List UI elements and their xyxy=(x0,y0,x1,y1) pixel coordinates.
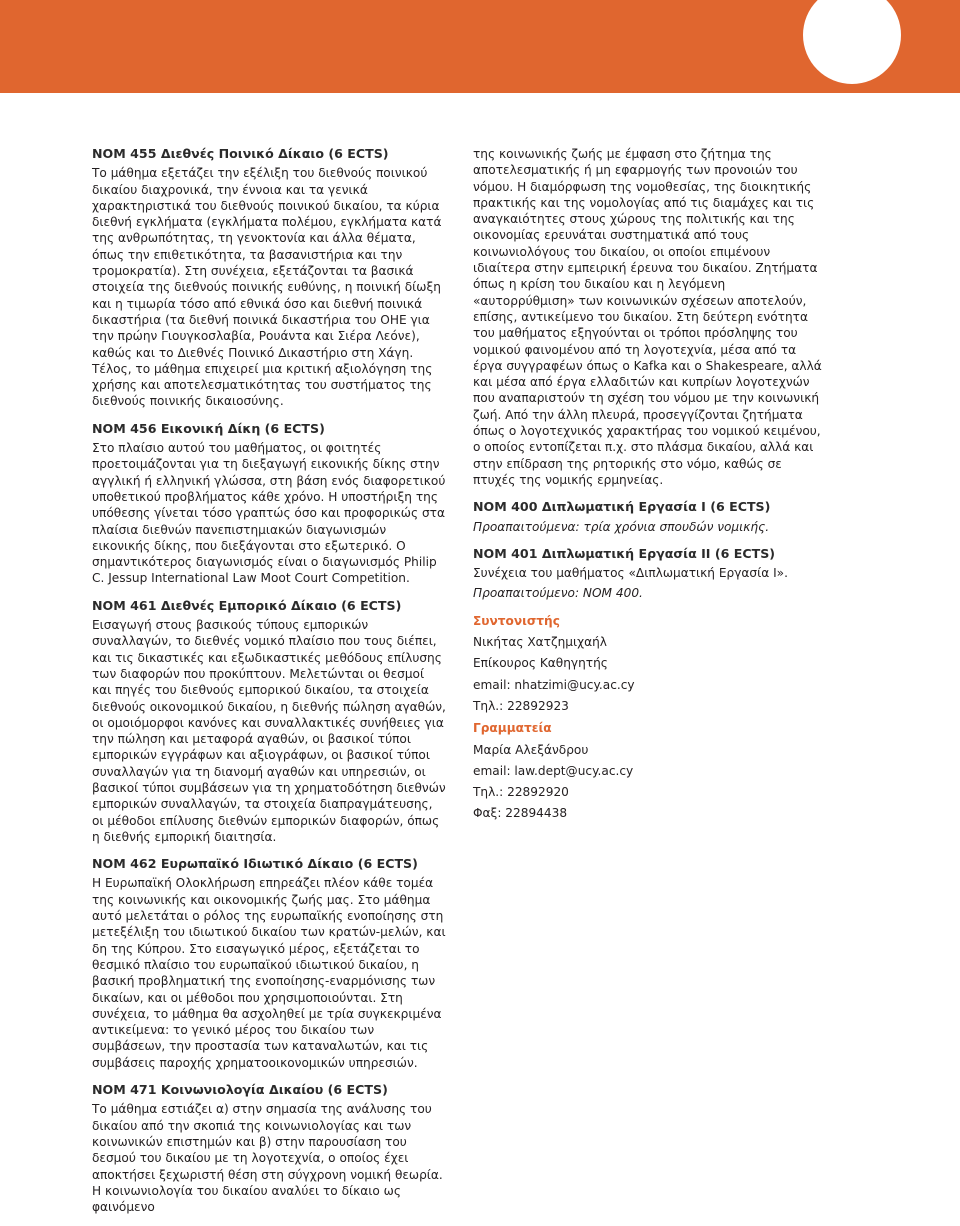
secretariat-fax: Φαξ: 22894438 xyxy=(473,806,568,821)
secretariat-phone: Τηλ.: 22892920 xyxy=(473,785,569,800)
course-description: Το μάθημα εστιάζει α) στην σημασία της ανάλυσης του δικαίου από την σκοπιά της κοινωνιολογίας και των κοινωνικών επιστημών και β) στην παρουσίαση του δεσμού του δικαίου με τη λογοτεχνία, ο οποίος έχει αποκτήσει ξεχωριστή θέση στη σύγχρονη νομική θεωρία. Η κοινωνιολογία του δικαίου αναλύει το δίκαιο ως φαινόμενο xyxy=(92,1102,443,1215)
course-description: Συνέχεια του μαθήματος «Διπλωματική Εργασία Ι». xyxy=(473,566,788,581)
course-section xyxy=(92,598,447,845)
course-title: ΝΟΜ 400 Διπλωματική Εργασία Ι (6 ECTS) xyxy=(473,499,771,515)
course-section xyxy=(92,421,447,587)
coordinator-heading: Συντονιστής xyxy=(473,613,560,628)
left-column xyxy=(92,146,447,1226)
header-band xyxy=(0,0,960,93)
course-title: ΝΟΜ 401 Διπλωματική Εργασία ΙΙ (6 ECTS) xyxy=(473,545,776,561)
course-title: ΝΟΜ 462 Ευρωπαϊκό Ιδιωτικό Δίκαιο (6 ECTS) xyxy=(92,856,418,872)
course-section xyxy=(92,856,447,1071)
prerequisites: Προαπαιτούμενο: ΝΟΜ 400. xyxy=(473,586,643,601)
right-column xyxy=(473,146,828,822)
secretariat-name: Μαρία Αλεξάνδρου xyxy=(473,742,589,757)
coordinator-email: email: nhatzimi@ucy.ac.cy xyxy=(473,677,635,692)
secretariat-email: email: law.dept@ucy.ac.cy xyxy=(473,763,634,778)
secretariat-block xyxy=(473,720,828,821)
course-title: ΝΟΜ 471 Κοινωνιολογία Δικαίου (6 ECTS) xyxy=(92,1082,388,1098)
coordinator-role: Επίκουρος Καθηγητής xyxy=(473,656,608,671)
course-description: Στο πλαίσιο αυτού του μαθήματος, οι φοιτητές προετοιμάζονται για τη διεξαγωγή εικονικής δίκης στην αγγλική ή ελληνική γλώσσα, στη βάση ενός διαφορετικού υποθετικού προβλήματος κάθε χρόνο. Η υποστήριξη της υπόθεσης γίνεται τόσο γραπτώς όσο και προφορικώς στα πλαίσια διεθνών πανεπιστημιακών διαγωνισμών εικονικής δίκης, που διεξάγονται στο εξωτερικό. Ο σημαντικότερος διαγωνισμός είναι ο διαγωνισμός Philip C. Jessup International Law Moot Court Competition. xyxy=(92,441,446,586)
course-description: Εισαγωγή στους βασικούς τύπους εμπορικών συναλλαγών, το διεθνές νομικό πλαίσιο που τους διέπει, και τις δικαστικές και εξωδικαστικές μεθόδους επίλυσης των διαφορών που προκύπτουν. Μελετώνται οι θεσμοί και πηγές του διεθνούς εμπορικού δικαίου, τα στοιχεία διεθνούς οικονομικού δικαίου, η διεθνής πώληση αγαθών, οι ομοιόμορφοι κανόνες και συναλλακτικές συνήθειες για την πώληση και μεταφορά αγαθών, οι βασικοί τύποι εμπορικών εγγράφων και αξιογράφων, οι βασικοί τύποι συναλλαγών για τη διανομή αγαθών και υπηρεσιών, οι βασικοί τύποι συμβάσεων για τη χρηματοδότηση διεθνών εμπορικών συναλλαγών, τα στοιχεία διαπραγμάτευσης, οι μέθοδοι επίλυσης διεθνών εμπορικών διαφορών, όπως η διεθνής εμπορική διαιτησία. xyxy=(92,618,446,844)
continued-text-section xyxy=(473,146,828,488)
course-title: ΝΟΜ 455 Διεθνές Ποινικό Δίκαιο (6 ECTS) xyxy=(92,146,389,161)
secretariat-heading: Γραμματεία xyxy=(473,721,552,736)
course-title: ΝΟΜ 456 Εικονική Δίκη (6 ECTS) xyxy=(92,420,325,436)
course-section-400 xyxy=(473,499,828,535)
prerequisites: Προαπαιτούμενα: τρία χρόνια σπουδών νομικής. xyxy=(473,519,770,534)
course-description: Το μάθημα εξετάζει την εξέλιξη του διεθνούς ποινικού δικαίου διαχρονικά, την έννοια και τα γενικά χαρακτηριστικά του διεθνούς ποινικού δικαίου, τα κύρια διεθνή εγκλήματα (εγκλήματα πολέμου, εγκλήματα κατά της ανθρωπότητας, τη γενοκτονία και άλλα θέματα, όπως την επιθετικότητα, τα βασανιστήρια και την τρομοκρατία). Στη συνέχεια, εξετάζονται τα βασικά στοιχεία της διεθνούς ποινικής ευθύνης, η ποινική δίωξη και η τιμωρία τόσο από εθνικά όσο και διεθνή ποινικά δικαστήρια (τα διεθνή ποινικά δικαστήρια του ΟΗΕ για την πρώην Γιουγκοσλαβία, Ρουάντα και Σιέρα Λεόνε), καθώς και το Διεθνές Ποινικό Δικαστήριο στη Χάγη. Τέλος, το μάθημα επιχειρεί μια κριτική αξιολόγηση της χρήσης και αποτελεσματικότητας του συστήματος της διεθνούς ποινικής δικαιοσύνης. xyxy=(92,166,442,409)
course-section xyxy=(92,146,447,410)
decorative-circle xyxy=(803,0,901,84)
coordinator-name: Νικήτας Χατζημιχαήλ xyxy=(473,635,607,650)
course-title: ΝΟΜ 461 Διεθνές Εμπορικό Δίκαιο (6 ECTS) xyxy=(92,597,402,613)
course-section-401 xyxy=(473,546,828,602)
continued-description: της κοινωνικής ζωής με έμφαση στο ζήτημα της αποτελεσματικής ή μη εφαρμογής των προνοιών του νόμου. Η διαμόρφωση της νομοθεσίας, της διοικητικής πρακτικής και της νομολογίας από τις διαμάχες και τις αναγκαιότητες στους χώρους της πολιτικής και της οικονομίας ερευνάται συστηματικά από τους κοινωνιολόγους του δικαίου, οι οποίοι επιμένουν ιδιαίτερα στην εμπειρική έρευνα του δικαίου. Ζητήματα όπως η κρίση του δικαίου και η λεγόμενη «αυτορρύθμιση» των κοινωνικών σχέσεων αποτελούν, επίσης, αντικείμενο του δικαίου. Στη δεύτερη ενότητα του μαθήματος εξηγούνται οι τρόποι πρόσληψης του νομικού φαινομένου από τη λογοτεχνία, μέσα από τα έργα συγγραφέων όπως ο Kafka και ο Shakespeare, αλλά και μέσα από έργα ελλαδιτών και κυπρίων λογοτεχνών που αναπαριστούν τη σχέση του νόμου με την κοινωνική ζωή. Από την άλλη πλευρά, προσεγγίζονται ζητήματα όπως ο λογοτεχνικός χαρακτήρας του νομικού κειμένου, ο οποίος εντοπίζεται π.χ. στο πλάσμα δικαίου, αλλά και στην επίδραση της ρητορικής στο νόμο, καθώς σε πτυχές της νομικής ερμηνείας. xyxy=(473,147,822,487)
coordinator-phone: Τηλ.: 22892923 xyxy=(473,698,569,713)
coordinator-block xyxy=(473,613,828,714)
course-description: Η Ευρωπαϊκή Ολοκλήρωση επηρεάζει πλέον κάθε τομέα της κοινωνικής και οικονομικής ζωής μας. Στο μάθημα αυτό μελετάται ο ρόλος της ευρωπαϊκής ενοποίησης στη μετεξέλιξη του ιδιωτικού δικαίου των κρατών-μελών, και δη της Κύπρου. Στο εισαγωγικό μέρος, εξετάζεται το θεσμικό πλαίσιο του ευρωπαϊκού ιδιωτικού δικαίου, η βασική προβληματική της ενοποίησης-εναρμόνισης των δικαίων, και οι μέθοδοι που χρησιμοποιούνται. Στη συνέχεια, το μάθημα θα ασχοληθεί με τρία συγκεκριμένα αντικείμενα: το γενικό μέρος του δικαίου των συμβάσεων, την προστασία των καταναλωτών, και τις συμβάσεις παροχής χρηματοοικονομικών υπηρεσιών. xyxy=(92,876,446,1070)
